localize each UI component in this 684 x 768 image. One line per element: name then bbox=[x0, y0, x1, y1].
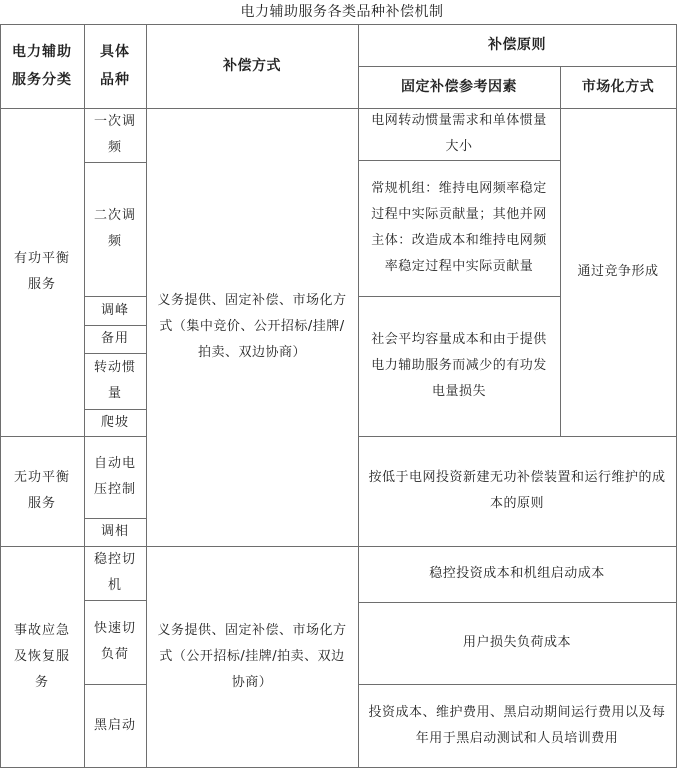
grid-line bbox=[84, 24, 85, 768]
variety-ramping: 爬坡 bbox=[100, 414, 129, 430]
grid-line bbox=[84, 684, 146, 685]
variety-rotational-inertia: 转动惯量 bbox=[94, 360, 137, 401]
grid-line bbox=[0, 24, 1, 768]
grid-line bbox=[358, 436, 677, 437]
method-emergency: 义务提供、固定补偿、市场化方式（公开招标/挂牌/拍卖、双边协商） bbox=[157, 623, 347, 690]
grid-line bbox=[84, 353, 146, 354]
variety-primary-frequency: 一次调频 bbox=[94, 114, 137, 155]
factor-black-start: 投资成本、维护费用、黑启动期间运行费用以及每年用于黑启动测试和人员培训费用 bbox=[368, 705, 666, 746]
page-title: 电力辅助服务各类品种补偿机制 bbox=[240, 4, 444, 20]
grid-line bbox=[84, 518, 146, 519]
market-method: 通过竞争形成 bbox=[577, 264, 659, 279]
header-category: 电力辅助服务分类 bbox=[12, 44, 72, 88]
grid-line bbox=[84, 162, 146, 163]
header-principle: 补偿原则 bbox=[488, 37, 546, 53]
grid-line bbox=[676, 24, 677, 768]
grid-line bbox=[358, 160, 560, 161]
variety-auto-voltage-control: 自动电压控制 bbox=[94, 456, 137, 497]
method-active-reactive: 义务提供、固定补偿、市场化方式（集中竞价、公开招标/挂牌/拍卖、双边协商） bbox=[157, 293, 347, 360]
grid-line bbox=[358, 24, 359, 768]
grid-line bbox=[560, 66, 561, 436]
grid-line bbox=[0, 24, 677, 25]
header-method: 补偿方式 bbox=[223, 58, 281, 74]
grid-line bbox=[0, 546, 677, 547]
variety-stability-gen-tripping: 稳控切机 bbox=[94, 552, 137, 593]
header-variety: 具体品种 bbox=[100, 44, 130, 88]
category-emergency-recovery: 事故应急及恢复服务 bbox=[13, 623, 70, 690]
grid-line bbox=[84, 600, 146, 601]
factor-frequency: 常规机组：维持电网频率稳定过程中实际贡献量；其他并网主体：改造成本和维持电网频率稳定过程中实际贡献量 bbox=[371, 181, 547, 274]
variety-fast-load-shedding: 快速切负荷 bbox=[94, 621, 137, 662]
grid-line bbox=[358, 296, 560, 297]
factor-load-loss: 用户损失负荷成本 bbox=[462, 635, 571, 650]
variety-peak-shaving: 调峰 bbox=[100, 302, 129, 318]
factor-reactive: 按低于电网投资新建无功补偿装置和运行维护的成本的原则 bbox=[368, 470, 666, 511]
variety-reserve: 备用 bbox=[100, 331, 129, 346]
category-active-power: 有功平衡服务 bbox=[13, 251, 70, 292]
grid-line bbox=[84, 325, 146, 326]
header-fixed-factors: 固定补偿参考因素 bbox=[401, 79, 517, 95]
grid-line bbox=[358, 684, 677, 685]
variety-black-start: 黑启动 bbox=[94, 718, 137, 733]
variety-phase-modulation: 调相 bbox=[100, 524, 129, 539]
grid-line bbox=[358, 602, 677, 603]
grid-line bbox=[84, 409, 146, 410]
grid-line bbox=[146, 24, 147, 768]
factor-stability-control: 稳控投资成本和机组启动成本 bbox=[429, 566, 605, 581]
category-reactive-power: 无功平衡服务 bbox=[13, 470, 70, 511]
factor-inertia: 电网转动惯量需求和单体惯量大小 bbox=[371, 113, 547, 154]
grid-line bbox=[0, 108, 677, 109]
factor-capacity: 社会平均容量成本和由于提供电力辅助服务而减少的有功发电量损失 bbox=[371, 332, 547, 399]
grid-line bbox=[0, 436, 146, 437]
grid-line bbox=[84, 296, 146, 297]
header-market: 市场化方式 bbox=[581, 79, 655, 95]
variety-secondary-frequency: 二次调频 bbox=[94, 208, 137, 249]
grid-line bbox=[358, 66, 677, 67]
